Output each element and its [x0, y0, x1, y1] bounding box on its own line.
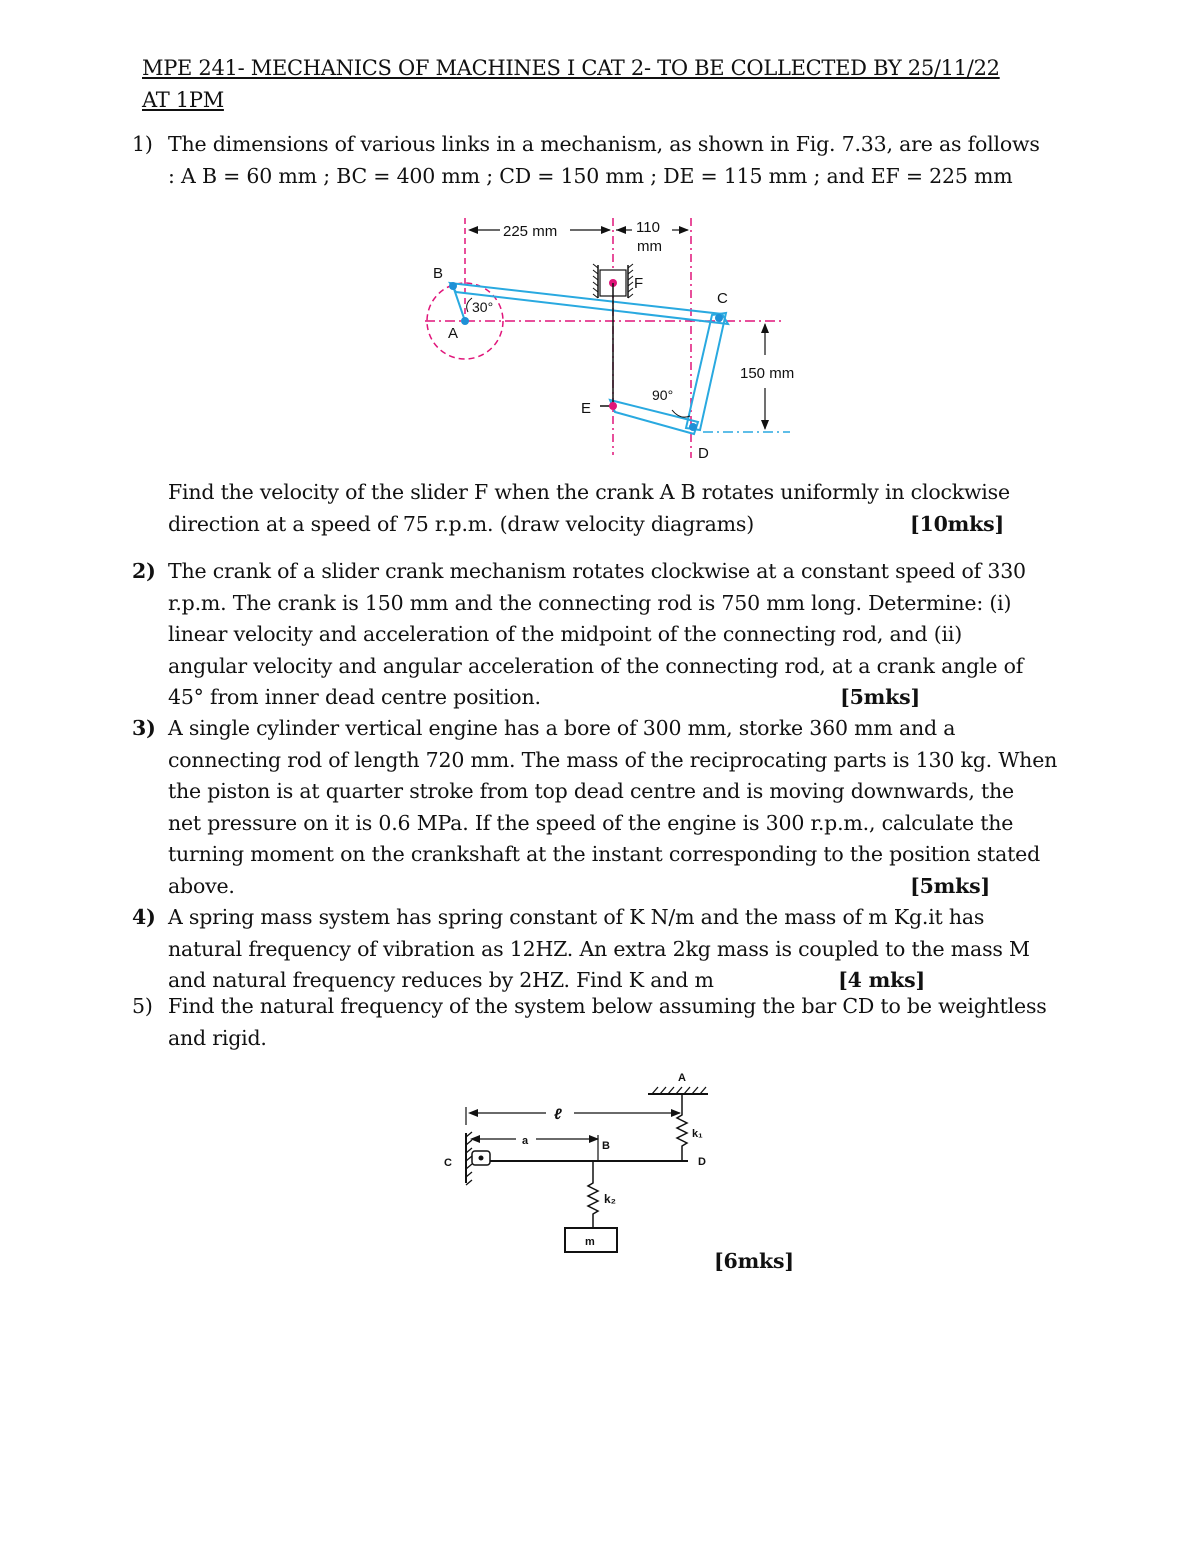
question-number: 3) [132, 716, 156, 740]
q2-line-3: linear velocity and acceleration of the midpoint of the connecting rod, and (ii) [168, 622, 963, 646]
q2-line-4: angular velocity and angular acceleration of the connecting rod, at a crank angle of [168, 653, 1024, 678]
q1-line-3: Find the velocity of the slider F when the crank A B rotates uniformly in clockwise [168, 480, 1010, 504]
label-m: m [585, 1236, 595, 1248]
label-c: C [717, 290, 728, 307]
question-number: 2) [132, 559, 156, 583]
question-5-marks [714, 1246, 834, 1278]
arrow-up-icon [761, 323, 769, 333]
joint-a [461, 317, 469, 325]
question-number: 5) [132, 994, 153, 1018]
question-4 [132, 902, 1072, 997]
link-cd [686, 313, 726, 430]
label-f: F [634, 275, 644, 292]
q3-line-4: net pressure on it is 0.6 MPa. If the speed of the engine is 300 r.p.m., calculate the [168, 810, 1014, 835]
q3-line-6: above. [168, 873, 235, 898]
q3-line-5: turning moment on the crankshaft at the instant corresponding to the position stated [168, 842, 1040, 866]
q2-marks: [5mks] [840, 685, 920, 709]
q4-line-1: A spring mass system has spring constant of K N/m and the mass of m Kg.it has [168, 905, 985, 929]
joint-b [449, 282, 457, 290]
question-3 [132, 713, 1072, 902]
question-2 [132, 556, 1072, 714]
q1-line-4: direction at a speed of 75 r.p.m. (draw velocity diagrams) [168, 511, 755, 536]
q3-line-2: connecting rod of length 720 mm. The mass of the reciprocating parts is 130 kg. When [168, 747, 1058, 772]
spring-mass-figure [430, 1065, 730, 1260]
label-a-small: a [522, 1135, 529, 1147]
q5-marks: [6mks] [714, 1249, 794, 1273]
arrow-right-icon [601, 226, 611, 234]
question-number: 4) [132, 905, 156, 929]
q3-line-3: the piston is at quarter stroke from top dead centre and is moving downwards, the [168, 779, 1014, 803]
q5-line-1: Find the natural frequency of the system below assuming the bar CD to be weightless [168, 994, 1047, 1018]
label-a: A [678, 1072, 686, 1084]
page-title [142, 52, 1082, 116]
joint-e [609, 402, 617, 410]
q1-marks: [10mks] [910, 511, 1004, 536]
title-line-2: AT 1PM [142, 88, 224, 112]
mechanism-figure [410, 210, 810, 460]
label-l: ℓ [554, 1106, 562, 1123]
label-d: D [698, 445, 709, 460]
label-a: A [448, 325, 459, 342]
arrow-left-icon [468, 226, 478, 234]
question-1 [132, 129, 1072, 192]
arrow-down-icon [761, 420, 769, 430]
label-c: C [444, 1157, 452, 1169]
question-1-continued [132, 477, 1072, 540]
q4-marks: [4 mks] [838, 968, 925, 992]
q1-line-2: : A B = 60 mm ; BC = 400 mm ; CD = 150 mm ; DE = 115 mm ; and EF = 225 mm [168, 163, 1013, 188]
q1-line-1: The dimensions of various links in a mechanism, as shown in Fig. 7.33, are as follows [168, 132, 1040, 156]
joint-d [689, 423, 697, 431]
q4-line-2: natural frequency of vibration as 12HZ. An extra 2kg mass is coupled to the mass M [168, 936, 1030, 961]
label-b: B [602, 1140, 610, 1152]
q2-line-5: 45° from inner dead centre position. [168, 685, 541, 709]
dim-225-label: 225 mm [503, 223, 558, 240]
question-5 [132, 991, 1072, 1054]
angle-30-label: 30° [472, 299, 494, 315]
dim-150-label: 150 mm [740, 365, 795, 382]
q2-line-2: r.p.m. The crank is 150 mm and the connecting rod is 750 mm long. Determine: (i) [168, 590, 1012, 615]
label-k2: k₂ [604, 1192, 617, 1206]
dim-110-unit: mm [637, 238, 662, 255]
q5-line-2: and rigid. [168, 1025, 267, 1050]
label-b: B [433, 265, 444, 282]
title-line-1: MPE 241- MECHANICS OF MACHINES I CAT 2- TO BE COLLECTED BY 25/11/22 [142, 56, 1000, 80]
label-e: E [581, 400, 592, 417]
arrow-left-icon [470, 1135, 480, 1143]
q3-line-1: A single cylinder vertical engine has a bore of 300 mm, storke 360 mm and a [168, 716, 956, 740]
question-number: 1) [132, 132, 153, 156]
label-k1: k₁ [692, 1128, 703, 1140]
label-d: D [698, 1156, 706, 1168]
pivot-pin [479, 1156, 484, 1161]
q4-line-3: and natural frequency reduces by 2HZ. Find K and m [168, 968, 714, 992]
joint-c [715, 314, 723, 322]
support-a-hatching [652, 1087, 706, 1094]
arrow-left-icon [468, 1109, 478, 1117]
spring-k2 [588, 1161, 598, 1228]
q2-line-1: The crank of a slider crank mechanism rotates clockwise at a constant speed of 330 [168, 559, 1026, 583]
arrow-right-icon [679, 226, 689, 234]
spring-k1 [677, 1094, 687, 1160]
angle-90-label: 90° [652, 387, 674, 403]
dim-110-label: 110 [636, 219, 660, 236]
q3-marks: [5mks] [910, 873, 990, 898]
